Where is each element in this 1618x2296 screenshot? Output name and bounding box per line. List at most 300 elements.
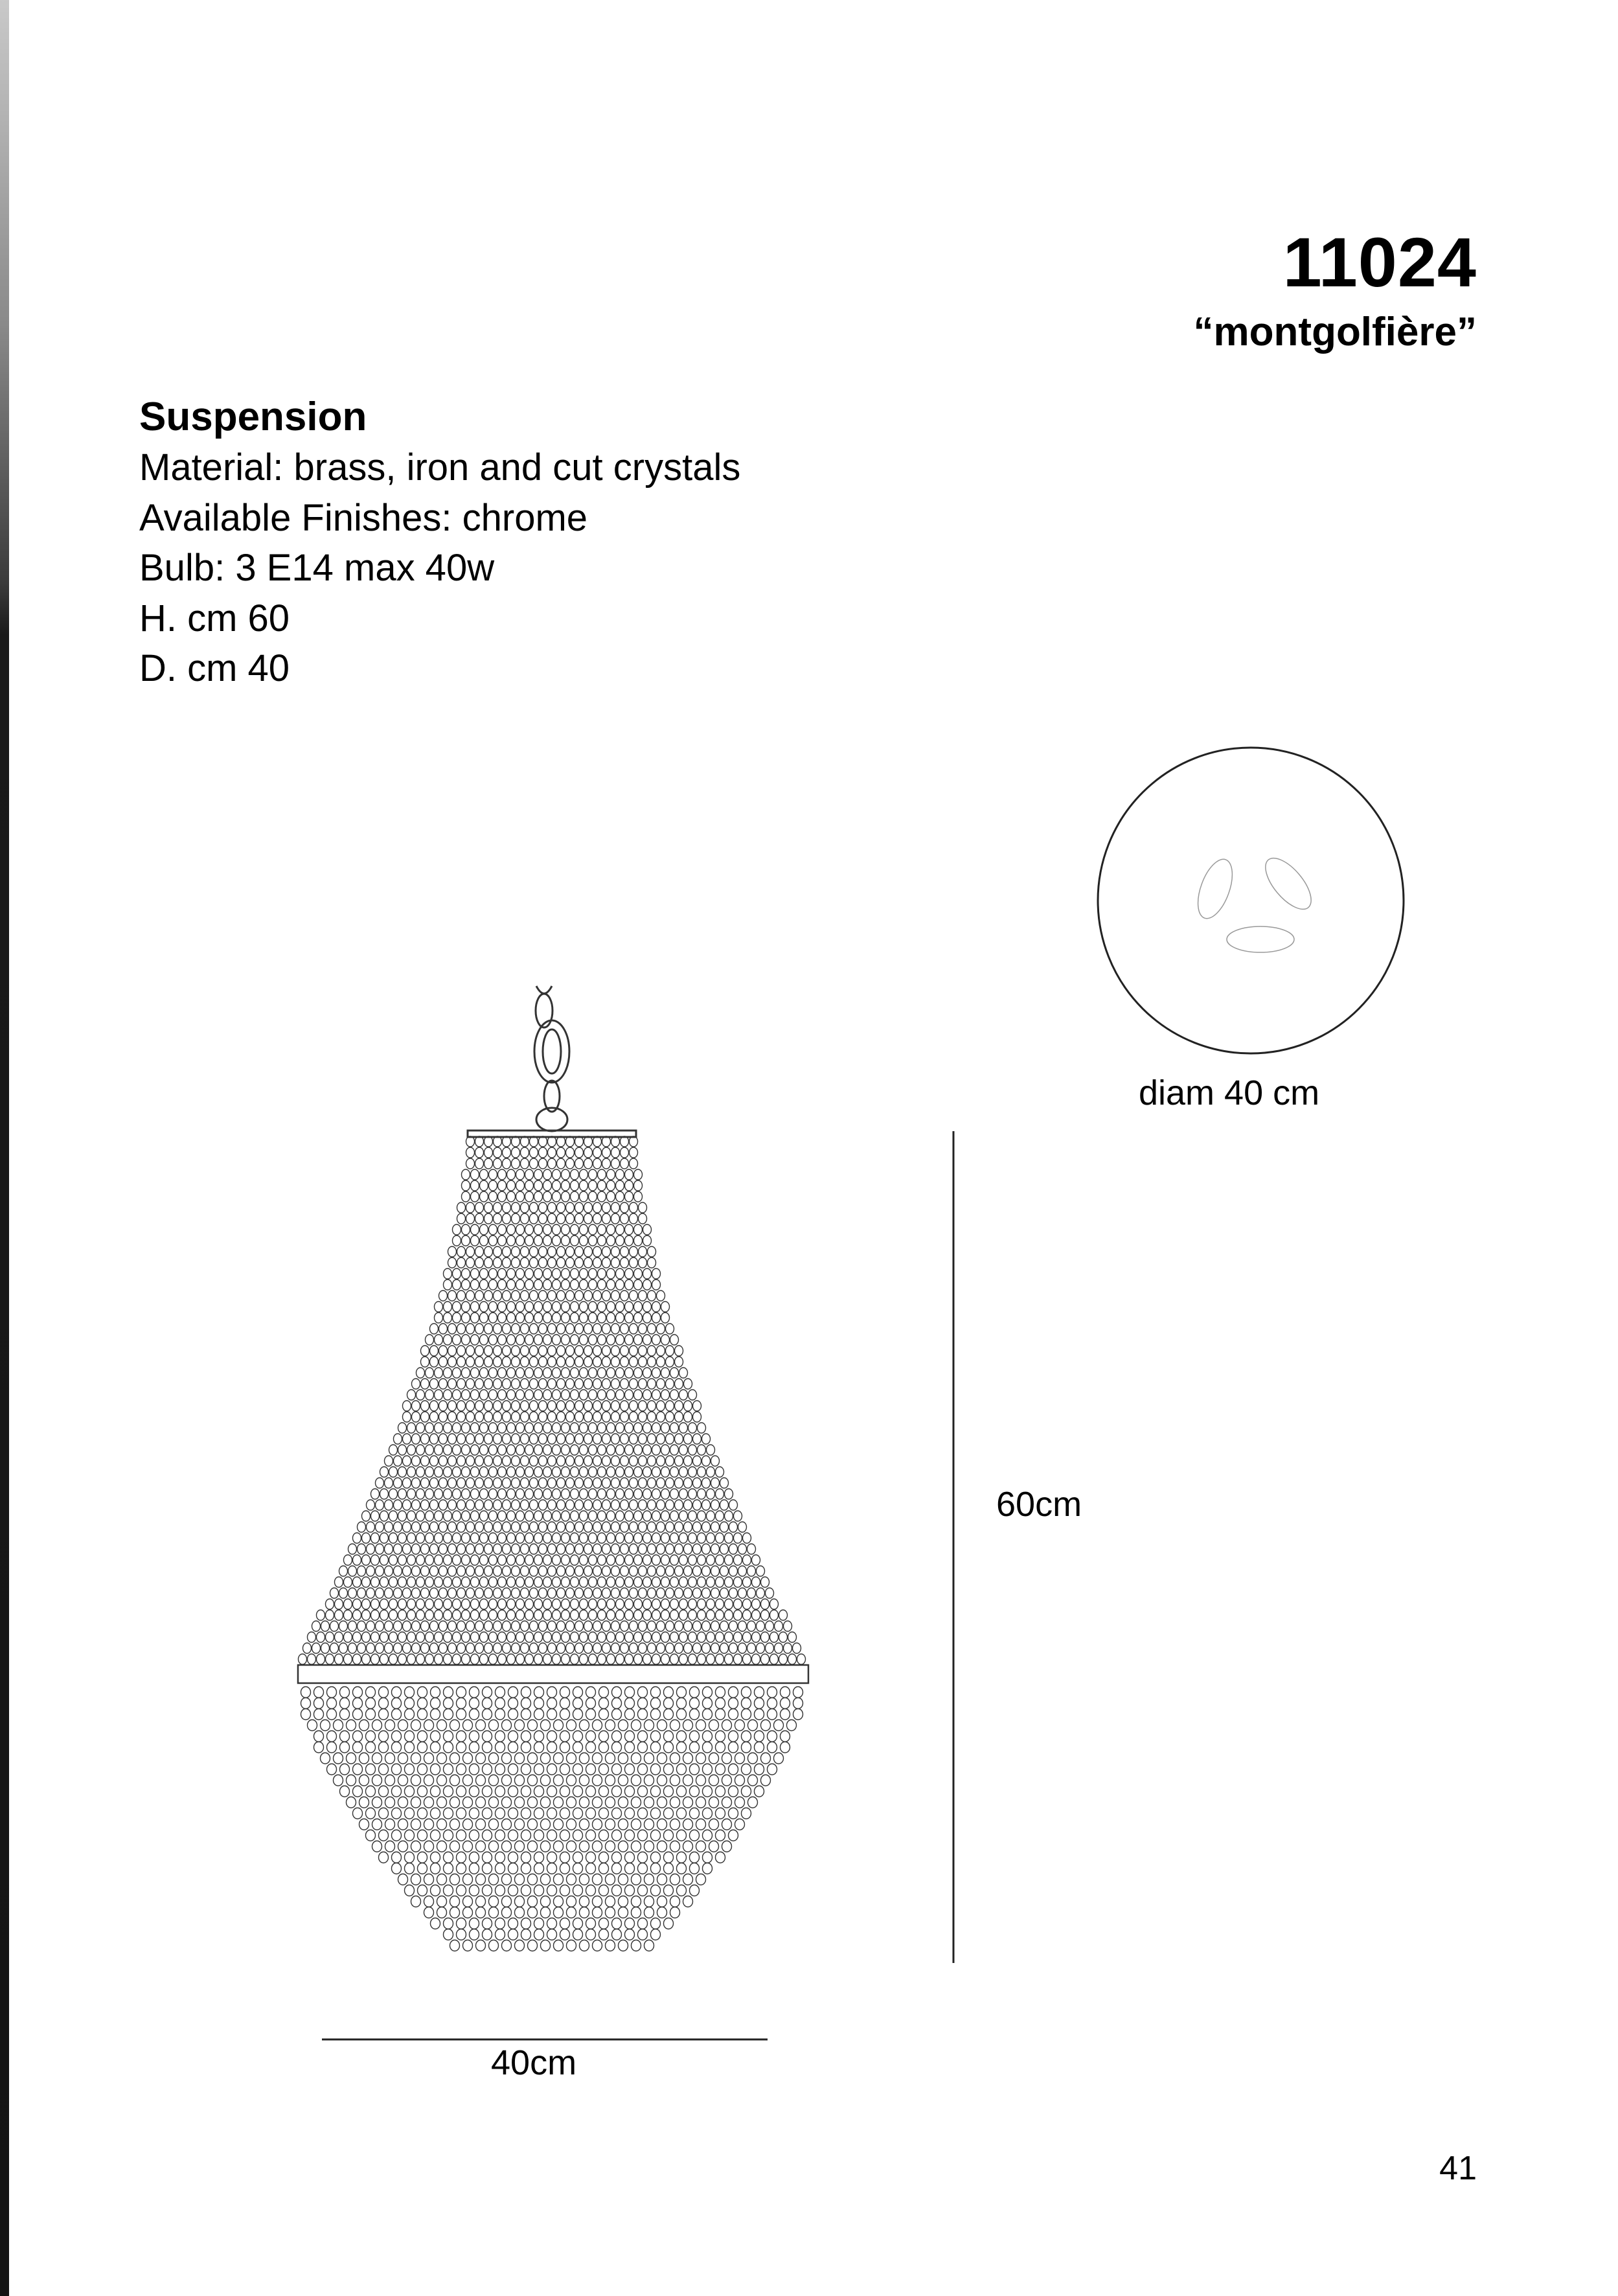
crystal-bead — [693, 1621, 701, 1631]
crystal-bead — [607, 1555, 615, 1565]
crystal-bead — [412, 1566, 420, 1576]
crystal-bead — [589, 1632, 597, 1642]
crystal-bead — [502, 1896, 512, 1907]
crystal-bead — [470, 1731, 479, 1742]
crystal-bead — [589, 1269, 597, 1279]
crystal-bead — [690, 1808, 700, 1819]
crystal-bead — [372, 1720, 382, 1731]
crystal-bead — [634, 1269, 643, 1279]
crystal-bead — [498, 1180, 507, 1191]
crystal-bead — [554, 1907, 564, 1918]
crystal-bead — [651, 1709, 661, 1720]
crystal-bead — [748, 1797, 758, 1808]
crystal-bead — [557, 1346, 565, 1356]
crystal-bead — [448, 1379, 457, 1389]
crystal-bead — [496, 1885, 505, 1896]
crystal-bead — [611, 1478, 620, 1488]
crystal-bead — [503, 1478, 511, 1488]
crystal-bead — [462, 1654, 470, 1664]
crystal-bead — [503, 1500, 511, 1510]
crystal-bead — [521, 1202, 529, 1213]
crystal-bead — [376, 1522, 384, 1532]
crystal-bead — [407, 1467, 416, 1477]
crystal-bead — [634, 1654, 643, 1664]
crystal-bead — [593, 1775, 602, 1786]
crystal-bead — [560, 1698, 570, 1709]
crystal-bead — [457, 1412, 466, 1422]
crystal-bead — [648, 1522, 656, 1532]
crystal-bead — [738, 1522, 747, 1532]
crystal-bead — [593, 1147, 602, 1158]
crystal-bead — [630, 1643, 638, 1653]
crystal-bead — [562, 1599, 570, 1609]
crystal-bead — [553, 1180, 561, 1191]
crystal-bead — [435, 1577, 443, 1587]
crystal-bead — [367, 1588, 375, 1598]
crystal-bead — [557, 1202, 565, 1213]
crystal-bead — [602, 1522, 611, 1532]
crystal-bead — [616, 1368, 624, 1378]
crystal-bead — [376, 1544, 384, 1554]
crystal-bead — [407, 1654, 416, 1664]
crystal-bead — [638, 1731, 648, 1742]
crystal-bead — [348, 1643, 357, 1653]
crystal-bead — [679, 1577, 688, 1587]
crystal-bead — [444, 1742, 453, 1753]
crystal-bead — [611, 1246, 620, 1257]
crystal-bead — [562, 1610, 570, 1620]
crystal-bead — [593, 1643, 602, 1653]
crystal-bead — [534, 1654, 543, 1664]
crystal-bead — [367, 1544, 375, 1554]
crystal-bead — [607, 1169, 615, 1180]
crystal-bead — [566, 1147, 575, 1158]
crystal-bead — [611, 1456, 620, 1466]
crystal-bead — [593, 1456, 602, 1466]
crystal-bead — [521, 1522, 529, 1532]
crystal-bead — [657, 1643, 665, 1653]
crystal-bead — [405, 1852, 415, 1863]
crystal-bead — [643, 1224, 652, 1235]
crystal-bead — [670, 1555, 679, 1565]
crystal-bead — [431, 1742, 440, 1753]
crystal-bead — [580, 1940, 589, 1951]
crystal-bead — [339, 1566, 348, 1576]
crystal-bead — [392, 1742, 402, 1753]
crystal-bead — [584, 1412, 593, 1422]
crystal-bead — [407, 1489, 416, 1499]
crystal-bead — [602, 1412, 611, 1422]
crystal-bead — [711, 1566, 720, 1576]
crystal-bead — [670, 1445, 679, 1455]
crystal-bead — [405, 1764, 415, 1775]
crystal-bead — [439, 1401, 448, 1411]
crystal-bead — [503, 1324, 511, 1334]
crystal-bead — [539, 1357, 547, 1367]
crystal-bead — [308, 1632, 316, 1642]
crystal-bead — [619, 1797, 628, 1808]
crystal-bead — [426, 1555, 434, 1565]
crystal-bead — [598, 1224, 606, 1235]
crystal-bead — [380, 1577, 389, 1587]
crystal-bead — [462, 1180, 470, 1191]
crystal-bead — [652, 1654, 661, 1664]
crystal-bead — [702, 1434, 711, 1444]
crystal-bead — [528, 1874, 538, 1885]
crystal-bead — [453, 1280, 461, 1290]
crystal-bead — [689, 1390, 697, 1400]
crystal-bead — [598, 1335, 606, 1345]
crystal-bead — [358, 1621, 366, 1631]
crystal-bead — [494, 1379, 502, 1389]
crystal-bead — [494, 1291, 502, 1301]
crystal-bead — [735, 1720, 745, 1731]
crystal-bead — [666, 1588, 674, 1598]
crystal-bead — [599, 1885, 609, 1896]
crystal-bead — [380, 1533, 389, 1543]
crystal-bead — [421, 1500, 429, 1510]
crystal-bead — [541, 1753, 551, 1764]
crystal-bead — [553, 1445, 561, 1455]
crystal-bead — [657, 1874, 667, 1885]
crystal-bead — [470, 1885, 479, 1896]
crystal-bead — [457, 1588, 466, 1598]
crystal-bead — [334, 1775, 343, 1786]
crystal-bead — [498, 1599, 507, 1609]
crystal-bead — [593, 1412, 602, 1422]
crystal-bead — [358, 1643, 366, 1653]
crystal-bead — [507, 1445, 516, 1455]
crystal-bead — [521, 1147, 529, 1158]
crystal-bead — [607, 1489, 615, 1499]
crystal-bead — [457, 1522, 466, 1532]
crystal-bead — [679, 1632, 688, 1642]
crystal-bead — [666, 1522, 674, 1532]
crystal-bead — [666, 1401, 674, 1411]
crystal-bead — [651, 1764, 661, 1775]
crystal-bead — [437, 1896, 447, 1907]
crystal-bead — [450, 1940, 460, 1951]
crystal-bead — [553, 1654, 561, 1664]
crystal-bead — [599, 1808, 609, 1819]
crystal-bead — [684, 1478, 692, 1488]
crystal-bead — [424, 1753, 434, 1764]
crystal-bead — [484, 1412, 493, 1422]
crystal-bead — [598, 1511, 606, 1521]
crystal-bead — [439, 1412, 448, 1422]
crystal-bead — [507, 1368, 516, 1378]
crystal-bead — [439, 1544, 448, 1554]
crystal-bead — [616, 1191, 624, 1202]
crystal-bead — [448, 1346, 457, 1356]
crystal-bead — [476, 1720, 486, 1731]
crystal-bead — [632, 1940, 641, 1951]
crystal-bead — [743, 1533, 751, 1543]
crystal-bead — [539, 1291, 547, 1301]
crystal-bead — [444, 1654, 452, 1664]
crystal-bead — [657, 1841, 667, 1852]
crystal-bead — [543, 1169, 552, 1180]
crystal-bead — [611, 1357, 620, 1367]
crystal-bead — [666, 1621, 674, 1631]
crystal-bead — [430, 1500, 439, 1510]
crystal-bead — [466, 1621, 475, 1631]
crystal-bead — [575, 1379, 584, 1389]
crystal-bead — [516, 1235, 525, 1246]
crystal-bead — [530, 1147, 538, 1158]
crystal-bead — [689, 1577, 697, 1587]
crystal-bead — [508, 1808, 518, 1819]
crystal-bead — [534, 1808, 544, 1819]
crystal-bead — [703, 1786, 712, 1797]
crystal-bead — [553, 1533, 561, 1543]
crystal-bead — [539, 1544, 547, 1554]
crystal-bead — [638, 1698, 648, 1709]
crystal-bead — [630, 1147, 638, 1158]
crystal-bead — [638, 1863, 648, 1874]
crystal-bead — [722, 1720, 732, 1731]
crystal-bead — [466, 1522, 475, 1532]
crystal-bead — [566, 1401, 575, 1411]
crystal-bead — [444, 1852, 453, 1863]
crystal-bead — [612, 1731, 622, 1742]
crystal-bead — [548, 1324, 556, 1334]
crystal-bead — [534, 1786, 544, 1797]
crystal-bead — [571, 1467, 579, 1477]
crystal-bead — [507, 1180, 516, 1191]
crystal-bead — [657, 1500, 665, 1510]
crystal-bead — [471, 1654, 479, 1664]
crystal-bead — [661, 1313, 670, 1323]
crystal-bead — [722, 1819, 732, 1830]
crystal-bead — [539, 1346, 547, 1356]
crystal-bead — [602, 1324, 611, 1334]
crystal-bead — [616, 1335, 624, 1345]
crystal-bead — [498, 1368, 507, 1378]
crystal-bead — [698, 1632, 706, 1642]
crystal-bead — [677, 1687, 687, 1698]
crystal-bead — [593, 1841, 602, 1852]
crystal-bead — [652, 1335, 661, 1345]
crystal-bead — [470, 1863, 479, 1874]
crystal-bead — [632, 1753, 641, 1764]
crystal-bead — [503, 1401, 511, 1411]
spec-material: Material: brass, iron and cut crystals — [139, 446, 741, 488]
crystal-bead — [453, 1224, 461, 1235]
crystal-bead — [502, 1775, 512, 1786]
crystal-bead — [462, 1390, 470, 1400]
crystal-bead — [548, 1257, 556, 1268]
crystal-bead — [426, 1610, 434, 1620]
crystal-bead — [339, 1588, 348, 1598]
crystal-bead — [735, 1819, 745, 1830]
crystal-bead — [547, 1709, 557, 1720]
crystal-bead — [651, 1885, 661, 1896]
crystal-bead — [392, 1731, 402, 1742]
crystal-bead — [392, 1709, 402, 1720]
crystal-bead — [308, 1720, 317, 1731]
crystal-bead — [450, 1775, 460, 1786]
crystal-bead — [702, 1643, 711, 1653]
crystal-bead — [392, 1687, 402, 1698]
crystal-bead — [648, 1621, 656, 1631]
crystal-bead — [670, 1632, 679, 1642]
crystal-bead — [557, 1566, 565, 1576]
crystal-bead — [312, 1621, 321, 1631]
crystal-bead — [621, 1412, 629, 1422]
crystal-bead — [426, 1467, 434, 1477]
crystal-bead — [677, 1709, 687, 1720]
crystal-bead — [621, 1500, 629, 1510]
crystal-bead — [507, 1335, 516, 1345]
crystal-bead — [398, 1610, 407, 1620]
crystal-bead — [525, 1180, 534, 1191]
crystal-bead — [761, 1720, 771, 1731]
crystal-bead — [571, 1610, 579, 1620]
crystal-bead — [301, 1698, 311, 1709]
crystal-bead — [466, 1412, 475, 1422]
crystal-bead — [589, 1280, 597, 1290]
crystal-bead — [729, 1764, 738, 1775]
crystal-bead — [539, 1566, 547, 1576]
crystal-bead — [418, 1885, 427, 1896]
crystal-bead — [580, 1720, 589, 1731]
crystal-bead — [462, 1313, 470, 1323]
crystal-bead — [560, 1731, 570, 1742]
crystal-bead — [689, 1445, 697, 1455]
crystal-bead — [562, 1224, 570, 1235]
crystal-bead — [554, 1720, 564, 1731]
crystal-bead — [571, 1654, 579, 1664]
crystal-bead — [639, 1324, 647, 1334]
crystal-bead — [566, 1357, 575, 1367]
crystal-bead — [602, 1643, 611, 1653]
crystal-bead — [462, 1368, 470, 1378]
crystal-bead — [621, 1202, 629, 1213]
crystal-bead — [543, 1180, 552, 1191]
crystal-bead — [439, 1478, 448, 1488]
crystal-bead — [607, 1467, 615, 1477]
crystal-bead — [775, 1643, 783, 1653]
crystal-bead — [412, 1412, 420, 1422]
crystal-bead — [463, 1940, 473, 1951]
crystal-bead — [557, 1213, 565, 1224]
crystal-bead — [450, 1907, 460, 1918]
crystal-bead — [619, 1720, 628, 1731]
crystal-bead — [612, 1687, 622, 1698]
crystal-bead — [484, 1588, 493, 1598]
crystal-bead — [411, 1775, 421, 1786]
crystal-bead — [661, 1533, 670, 1543]
crystal-bead — [439, 1324, 448, 1334]
crystal-bead — [507, 1224, 516, 1235]
crystal-bead — [358, 1566, 366, 1576]
crystal-bead — [652, 1577, 661, 1587]
crystal-bead — [602, 1456, 611, 1466]
crystal-bead — [525, 1610, 534, 1620]
crystal-bead — [521, 1357, 529, 1367]
crystal-bead — [475, 1147, 484, 1158]
crystal-bead — [525, 1511, 534, 1521]
crystal-bead — [379, 1786, 389, 1797]
crystal-bead — [462, 1489, 470, 1499]
crystal-bead — [466, 1257, 475, 1268]
crystal-bead — [489, 1169, 497, 1180]
crystal-bead — [424, 1797, 434, 1808]
crystal-bead — [444, 1280, 452, 1290]
crystal-bead — [664, 1709, 674, 1720]
crystal-bead — [457, 1863, 466, 1874]
crystal-bead — [602, 1544, 611, 1554]
crystal-bead — [534, 1224, 543, 1235]
crystal-bead — [573, 1731, 583, 1742]
crystal-bead — [716, 1731, 725, 1742]
crystal-bead — [598, 1610, 606, 1620]
crystal-bead — [512, 1147, 520, 1158]
crystal-bead — [466, 1324, 475, 1334]
crystal-bead — [321, 1753, 330, 1764]
crystal-bead — [553, 1632, 561, 1642]
crystal-bead — [480, 1599, 488, 1609]
crystal-bead — [634, 1180, 643, 1191]
crystal-bead — [580, 1555, 588, 1565]
crystal-bead — [516, 1423, 525, 1433]
crystal-bead — [575, 1291, 584, 1301]
crystal-bead — [530, 1566, 538, 1576]
crystal-bead — [439, 1522, 448, 1532]
crystal-bead — [580, 1467, 588, 1477]
crystal-bead — [580, 1368, 588, 1378]
crystal-bead — [639, 1566, 647, 1576]
crystal-bead — [466, 1158, 475, 1169]
crystal-bead — [584, 1202, 593, 1213]
crystal-bead — [398, 1599, 407, 1609]
crystal-bead — [670, 1423, 679, 1433]
crystal-bead — [421, 1566, 429, 1576]
crystal-bead — [466, 1213, 475, 1224]
crystal-bead — [675, 1478, 683, 1488]
crystal-bead — [353, 1731, 363, 1742]
crystal-bead — [580, 1874, 589, 1885]
crystal-bead — [575, 1478, 584, 1488]
crystal-bead — [462, 1511, 470, 1521]
product-name: “montgolfière” — [1193, 310, 1477, 354]
crystal-bead — [412, 1401, 420, 1411]
crystal-bead — [453, 1390, 461, 1400]
crystal-bead — [616, 1467, 624, 1477]
crystal-bead — [484, 1147, 493, 1158]
crystal-bead — [573, 1742, 583, 1753]
crystal-bead — [716, 1577, 724, 1587]
crystal-bead — [528, 1753, 538, 1764]
crystal-bead — [503, 1621, 511, 1631]
crystal-bead — [530, 1412, 538, 1422]
crystal-bead — [353, 1764, 363, 1775]
crystal-bead — [625, 1929, 635, 1940]
crystal-bead — [612, 1786, 622, 1797]
crystal-bead — [398, 1467, 407, 1477]
crystal-bead — [480, 1423, 488, 1433]
crystal-bead — [330, 1643, 339, 1653]
crystal-bead — [784, 1643, 792, 1653]
crystal-bead — [720, 1522, 729, 1532]
crystal-bead — [489, 1874, 499, 1885]
product-code: 11024 — [1282, 223, 1477, 301]
crystal-bead — [593, 1819, 602, 1830]
crystal-bead — [639, 1379, 647, 1389]
crystal-bead — [330, 1621, 339, 1631]
crystal-bead — [571, 1489, 579, 1499]
